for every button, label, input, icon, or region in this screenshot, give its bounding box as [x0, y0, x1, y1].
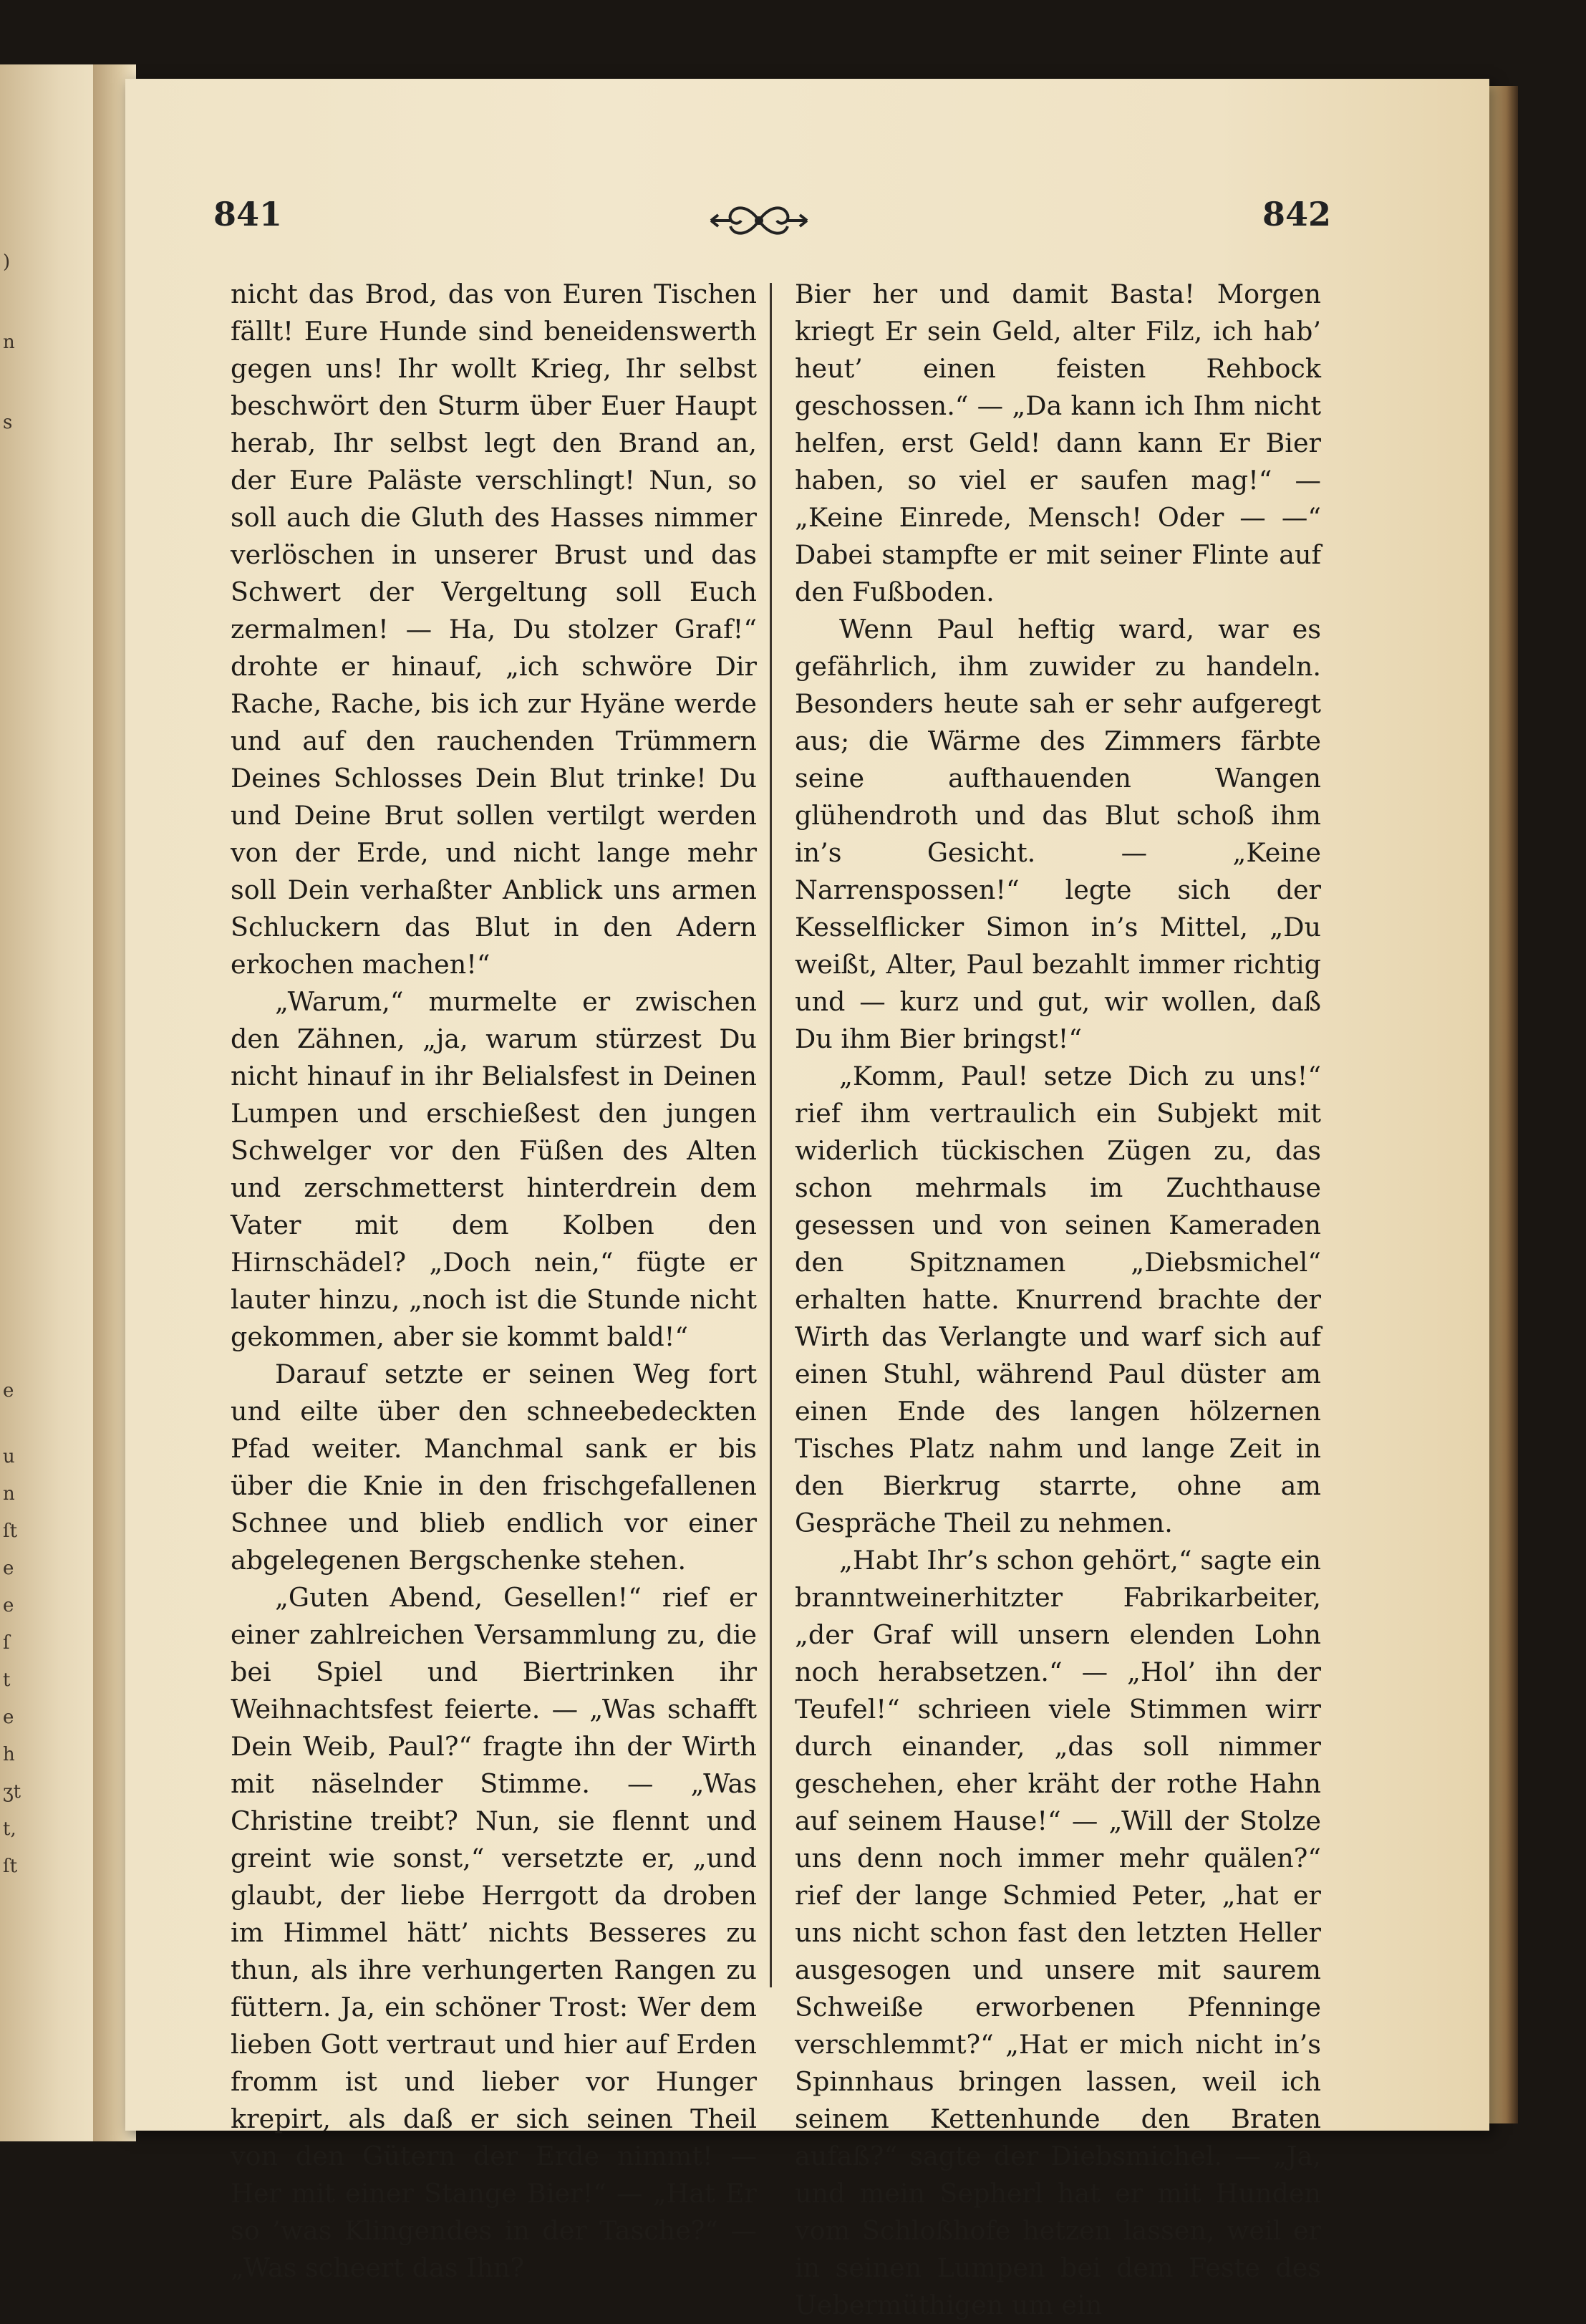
margin-fragment: e	[3, 1595, 14, 1616]
text-column-right	[795, 276, 1321, 2324]
margin-fragment: h	[3, 1744, 15, 1765]
paragraph: „Warum,“ murmelte er zwischen den Zähnen, „ja, warum stürzest Du nicht hinauf in ihr Belialsfest in Deinen Lumpen und erschießest den jungen Schwelger vor den Füßen des Alten und zerschmetterst hinterdrein dem Vater mit dem Kolben den Hirnschädel? „Doch nein,“ fügte er lauter hinzu, „noch ist die Stunde nicht gekommen, aber sie kommt bald!“	[231, 986, 757, 1352]
paragraph: „Guten Abend, Gesellen!“ rief er einer zahlreichen Versammlung zu, die bei Spiel und Biertrinken ihr Weihnachtsfest feierte. — „Was schafft Dein Weib, Paul?“ fragte ihn der Wirth mit näselnder Stimme. — „Was Christine treibt? Nun, sie flennt und greint wie sonst,“ versetzte er, „und glaubt, der liebe Herrgott da droben im Himmel hätt’ nichts Besseres zu thun, als ihre verhungerten Rangen zu füttern. Ja, ein schöner Trost: Wer dem lieben Gott vertraut und hier auf Erden fromm ist und lieber vor Hunger krepirt, als daß er sich seinen Theil von den Gütern der Erde nimmt! — Her mit einer Stange Bier!“ — „Hat Er so ’was Klingendes in der Tasche?“ — „Was scheert das Ihn?	[231, 1582, 757, 2283]
paragraph: „Habt Ihr’s schon gehört,“ sagte ein branntweinerhitzter Fabrikarbeiter, „der Graf will unsern elenden Lohn noch herabsetzen.“ — „Hol’ ihn der Teufel!“ schrieen viele Stimmen wirr durch einander, „das soll nimmer geschehen, eher kräht der rothe Hahn auf seinem Hause!“ — „Will der Stolze uns denn noch immer mehr quälen?“ rief der lange Schmied Peter, „hat er uns nicht schon fast den letzten Heller ausgesogen und unsere mit saurem Schweiße erworbenen Pfenninge verschlemmt?“ „Hat er mich nicht in’s Spinnhaus bringen lassen, weil ich seinem Kettenhunde den Braten aufaß?“ sagte der Diebsmichel. — „Ja, und mein Sepherl hat er mit Hunden vom Schloßhofe hetzen lassen, weil er in seinen Lumpen bei dem Feste des Uebermüthigen um ein	[795, 1545, 1321, 2320]
previous-page-edge	[0, 64, 107, 2141]
margin-fragment: ſt	[3, 1856, 18, 1877]
paragraph: Bier her und damit Basta! Morgen kriegt Er sein Geld, alter Filz, ich hab’ heut’ einen feisten Rehbock geschossen.“ — „Da kann ich Ihm nicht helfen, erst Geld! dann kann Er Bier haben, so viel er saufen mag!“ — „Keine Einrede, Mensch! Oder — —“ Dabei stampfte er mit seiner Flinte auf den Fußboden.	[795, 279, 1321, 607]
paragraph: Darauf setzte er seinen Weg fort und eilte über den schneebedeckten Pfad weiter. Manchmal sank er bis über die Knie in den frischgefallenen Schnee und blieb endlich vor einer abgelegenen Bergschenke stehen.	[231, 1359, 757, 1576]
scroll-ornament-icon	[705, 199, 813, 242]
margin-fragment: ſt	[3, 1520, 18, 1542]
page-stack-edge	[1489, 86, 1518, 2123]
margin-fragment: e	[3, 1707, 14, 1728]
paragraph: Wenn Paul heftig ward, war es gefährlich, ihm zuwider zu handeln. Besonders heute sah er sehr aufgeregt aus; die Wärme des Zimmers färbte seine aufthauenden Wangen glühendroth und das Blut schoß ihm in’s Gesicht. — „Keine Narrenspossen!“ legte sich der Kesselflicker Simon in’s Mittel, „Du weißt, Alter, Paul bezahlt immer richtig und — kurz und gut, wir wollen, daß Du ihm Bier bringst!“	[795, 614, 1321, 1054]
paragraph: „Komm, Paul! setze Dich zu uns!“ rief ihm vertraulich ein Subjekt mit widerlich tückischen Zügen zu, das schon mehrmals im Zuchthause gesessen und von seinen Kameraden den Spitznamen „Diebsmichel“ erhalten hatte. Knurrend brachte der Wirth das Verlangte und warf sich auf einen Stuhl, während Paul düster am einen Ende des langen hölzernen Tisches Platz nahm und lange Zeit in den Bierkrug starrte, ohne am Gespräche Theil zu nehmen.	[795, 1061, 1321, 1538]
margin-fragment: ſ	[3, 1632, 10, 1654]
previous-page-fragments	[3, 244, 24, 1885]
margin-fragment: n	[3, 1483, 15, 1505]
margin-fragment: e	[3, 1380, 14, 1402]
margin-fragment: )	[3, 251, 11, 273]
margin-fragment: s	[3, 412, 13, 433]
paragraph: nicht das Brod, das von Euren Tischen fällt! Eure Hunde sind beneidenswerth gegen uns! Ihr wollt Krieg, Ihr selbst beschwört den Sturm über Euer Haupt herab, Ihr selbst legt den Brand an, der Eure Paläste verschlingt! Nun, so soll auch die Gluth des Hasses nimmer verlöschen in unserer Brust und das Schwert der Vergeltung soll Euch zermalmen! — Ha, Du stolzer Graf!“ drohte er hinauf, „ich schwöre Dir Rache, Rache, bis ich zur Hyäne werde und auf den rauchenden Trümmern Deines Schlosses Dein Blut trinke! Du und Deine Brut sollen vertilgt werden von der Erde, und nicht lange mehr soll Dein verhaßter Anblick uns armen Schluckern das Blut in den Adern erkochen machen!“	[231, 279, 757, 980]
margin-fragment: n	[3, 332, 15, 353]
margin-fragment: u	[3, 1446, 15, 1467]
margin-fragment: e	[3, 1558, 14, 1579]
margin-fragment: ʒt	[3, 1781, 21, 1803]
page-number-right: 842	[1262, 195, 1332, 233]
column-divider	[770, 283, 772, 1987]
text-column-left	[231, 276, 757, 2287]
margin-fragment: t	[3, 1669, 11, 1691]
margin-fragment: t,	[3, 1818, 16, 1840]
page-number-left: 841	[213, 195, 283, 233]
